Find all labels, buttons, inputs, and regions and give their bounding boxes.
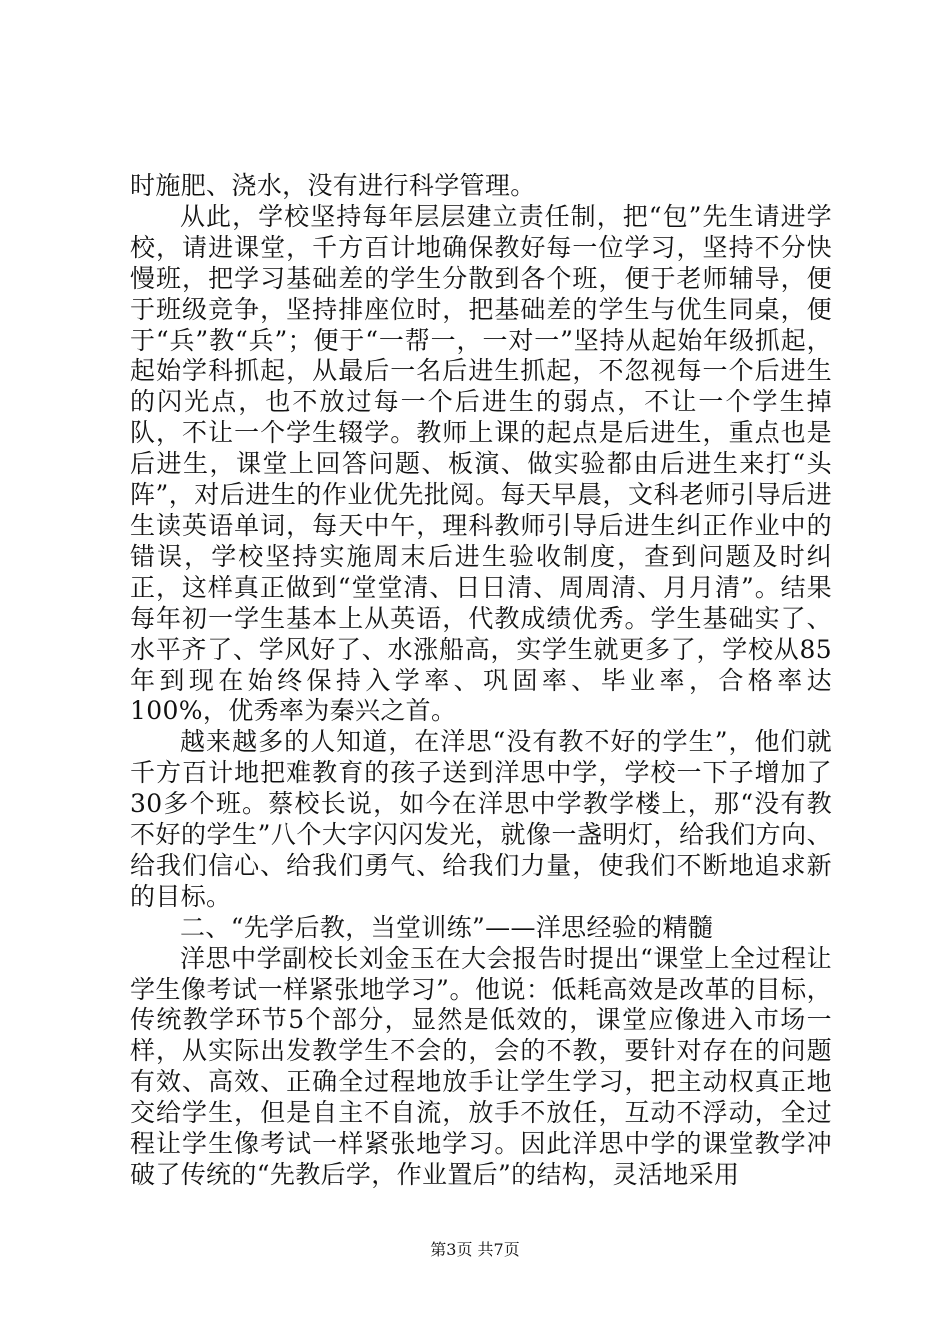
section-heading: 二、“先学后教，当堂训练”——洋思经验的精髓: [180, 912, 714, 942]
paragraph-reputation: 越来越多的人知道，在洋思“没有教不好的学生”，他们就千方百计地把难教育的孩子送到洋思中学，学校一下子增加了30多个班。蔡校长说，如今在洋思中学教学楼上，那“没有教不好的学生”八个大字闪闪发光，就像一盏明灯，给我们方向、给我们信心、给我们勇气、给我们力量，使我们不断地追求新的目标。: [130, 727, 832, 911]
document-body: [130, 171, 832, 1191]
paragraph-classroom-method: 洋思中学副校长刘金玉在大会报告时提出“课堂上全过程让学生像考试一样紧张地学习”。他说：低耗高效是改革的目标，传统教学环节5个部分，显然是低效的，课堂应像进入市场一样，从实际出发教学生不会的，会的不教，要针对存在的问题有效、高效、正确全过程地放手让学生学习，把主动权真正地交给学生，但是自主不自流，放手不放任，互动不浮动，全过程让学生像考试一样紧张地学习。因此洋思中学的课堂教学冲破了传统的“先教后学，作业置后”的结构，灵活地采用: [130, 943, 832, 1189]
paragraph-continuation: 时施肥、浇水，没有进行科学管理。: [130, 171, 536, 200]
page-footer: 第3页 共7页: [430, 1240, 520, 1259]
paragraph-responsibility-system: 从此，学校坚持每年层层建立责任制，把“包”先生请进学校，请进课堂，千方百计地确保教好每一位学习，坚持不分快慢班，把学习基础差的学生分散到各个班，便于老师辅导，便于班级竞争，坚持排座位时，把基础差的学生与优生同桌，便于“兵”教“兵”；便于“一帮一，一对一”坚持从起始年级抓起，起始学科抓起，从最后一名后进生抓起，不忽视每一个后进生的闪光点，也不放过每一个后进生的弱点，不让一个学生掉队，不让一个学生辍学。教师上课的起点是后进生，重点也是后进生，课堂上回答问题、板演、做实验都由后进生来打“头阵”，对后进生的作业优先批阅。每天早晨，文科老师引导后进生读英语单词，每天中午，理科教师引导后进生纠正作业中的错误，学校坚持实施周末后进生验收制度，查到问题及时纠正，这样真正做到“堂堂清、日日清、周周清、月月清”。结果每年初一学生基本上从英语，代教成绩优秀。学生基础实了、水平齐了、学风好了、水涨船高，实学生就更多了，学校从85年到现在始终保持入学率、巩固率、毕业率，合格率达100%，优秀率为秦兴之首。: [130, 201, 832, 726]
